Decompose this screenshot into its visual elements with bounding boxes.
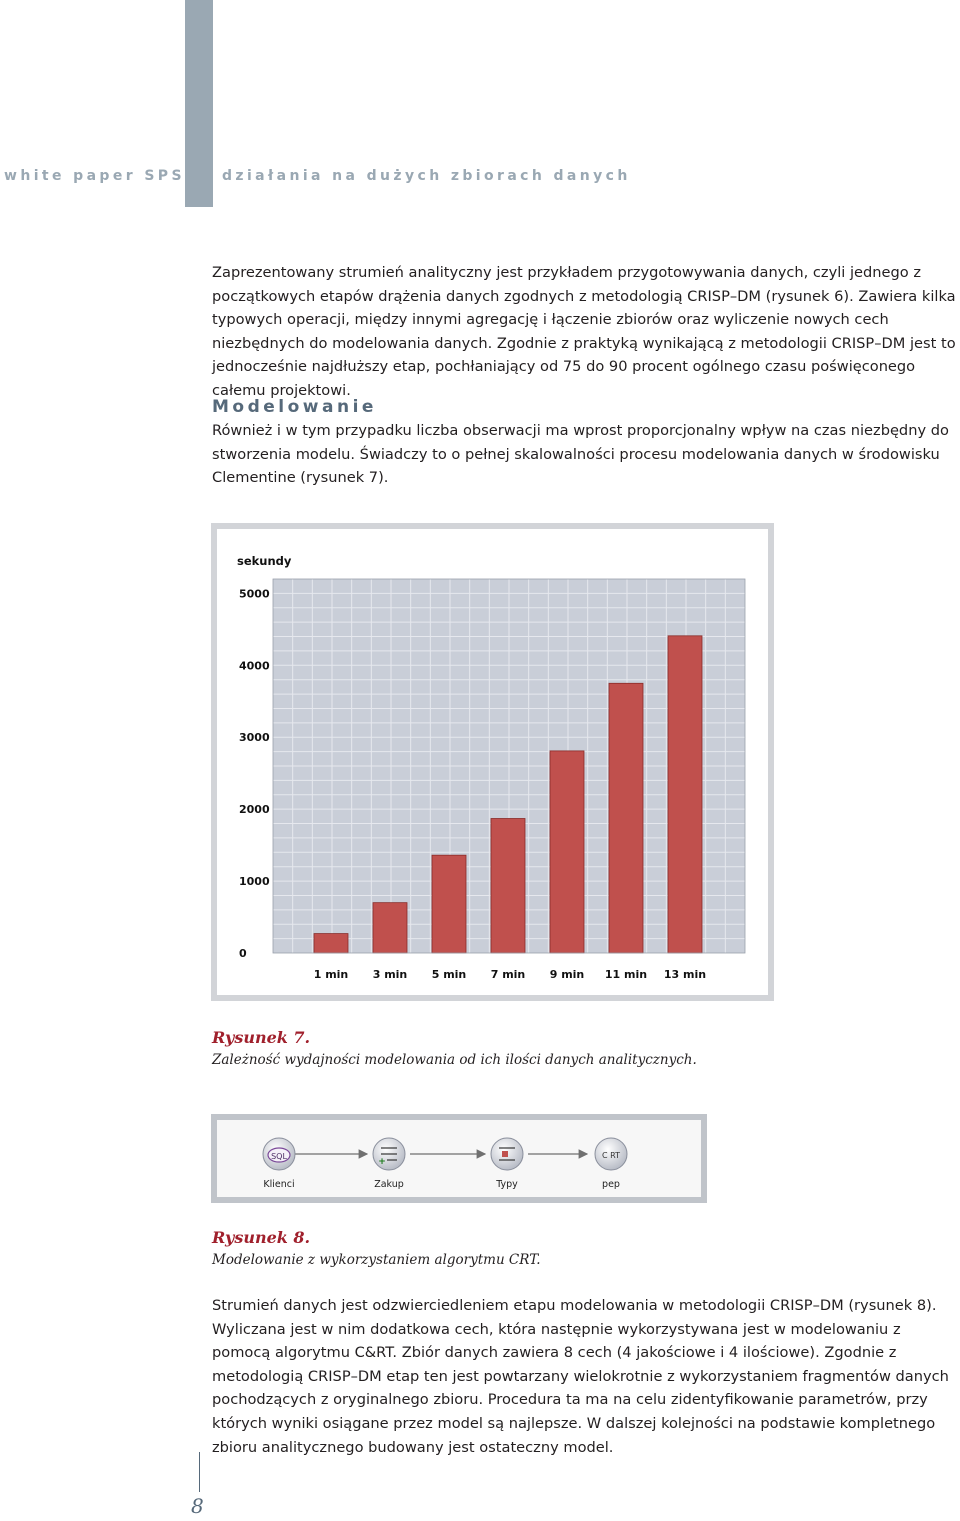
figure7-chart-frame [211, 523, 774, 1001]
figure8-stream-frame [211, 1114, 707, 1203]
y-axis-label: sekundy [237, 554, 292, 568]
crt-badge: C RT [602, 1151, 620, 1160]
closing-paragraph: Strumień danych jest odzwierciedleniem etapu modelowania w metodologii CRISP–DM (rysunek 8). Wyliczana jest w nim dodatkowa cech, która następnie wykorzystywana jest w modelowaniu z pomocą algorytmu C&RT. Zbiór danych zawiera 8 cech (4 jakościowe i 4 ilościowe). Zgodnie z metodologią CRISP–DM etap ten jest powtarzany wielokrotnie z wykorzystaniem fragmentów danych pochodzących z oryginalnego zbioru. Procedura ta ma na celu zidentyfikowanie parametrów, przy których wyniki osiągane przez model są najlepsze. W dalszej kolejności na podstawie kompletnego zbioru analitycznego budowany jest ostateczny model. [212, 1297, 949, 1456]
x-tick-label: 1 min [313, 968, 349, 981]
x-tick-label: 9 min [549, 968, 585, 981]
y-tick-label: 1000 [239, 875, 270, 889]
bar [491, 819, 525, 953]
header-right-title: działania na dużych zbiorach danych [222, 168, 631, 184]
x-tick-label: 11 min [604, 968, 648, 981]
bar-chart [217, 529, 768, 995]
y-tick-label: 2000 [239, 803, 270, 817]
node-zakup[interactable] [373, 1138, 405, 1190]
x-tick-label: 5 min [431, 968, 467, 981]
modeling-paragraph: Również i w tym przypadku liczba obserwacji ma wprost proporcjonalny wpływ na czas niezbędny do stworzenia modelu. Świadczy to o pełnej skalowalności procesu modelowania danych w środowisku Clementine (rysunek 7). [212, 422, 949, 487]
bar [314, 934, 348, 953]
header-left-title: white paper SPSS [4, 168, 198, 184]
node-label-klienci: Klienci [263, 1179, 295, 1190]
bar [668, 636, 702, 953]
bar [550, 751, 584, 953]
figure8-caption: Modelowanie z wykorzystaniem algorytmu CRT. [212, 1252, 541, 1268]
node-pep[interactable] [595, 1138, 627, 1190]
node-typy[interactable] [491, 1138, 523, 1190]
x-tick-label: 7 min [490, 968, 526, 981]
node-label-pep: pep [602, 1179, 620, 1190]
bar [373, 903, 407, 953]
section-heading: Modelowanie [212, 397, 377, 417]
y-tick-label: 4000 [239, 659, 270, 673]
figure7-chart-panel [217, 529, 768, 995]
x-tick-label: 13 min [663, 968, 707, 981]
figure8-stream-canvas [217, 1120, 701, 1197]
y-tick-label: 3000 [239, 731, 270, 745]
bar [609, 683, 643, 953]
plot-area [239, 579, 745, 981]
svg-text:+: + [378, 1157, 386, 1167]
figure8-title: Rysunek 8. [212, 1228, 311, 1247]
x-tick-label: 3 min [372, 968, 408, 981]
figure7-title: Rysunek 7. [212, 1028, 311, 1047]
bar [432, 855, 466, 953]
figure7-caption: Zależność wydajności modelowania od ich ilości danych analitycznych. [212, 1052, 697, 1068]
node-label-zakup: Zakup [374, 1179, 404, 1190]
y-tick-label: 0 [239, 947, 247, 960]
node-label-typy: Typy [496, 1179, 518, 1190]
sql-badge: SQL [271, 1152, 287, 1161]
node-klienci[interactable] [263, 1138, 295, 1190]
stream-diagram [217, 1120, 701, 1197]
page-number-rule [199, 1452, 200, 1492]
intro-paragraph: Zaprezentowany strumień analityczny jest przykładem przygotowywania danych, czyli jednego z początkowych etapów drążenia danych zgodnych z metodologią CRISP–DM (rysunek 6). Zawiera kilka typowych operacji, między innymi agregację i łączenie zbiorów oraz wyliczenie nowych cech niezbędnych do modelowania danych. Zgodnie z praktyką wynikającą z metodologii CRISP–DM jest to jednocześnie najdłuższy etap, pochłaniający od 75 do 90 procent ogólnego czasu poświęconego całemu projektowi. [212, 264, 956, 399]
page-number: 8 [191, 1494, 204, 1518]
y-tick-label: 5000 [239, 587, 270, 601]
